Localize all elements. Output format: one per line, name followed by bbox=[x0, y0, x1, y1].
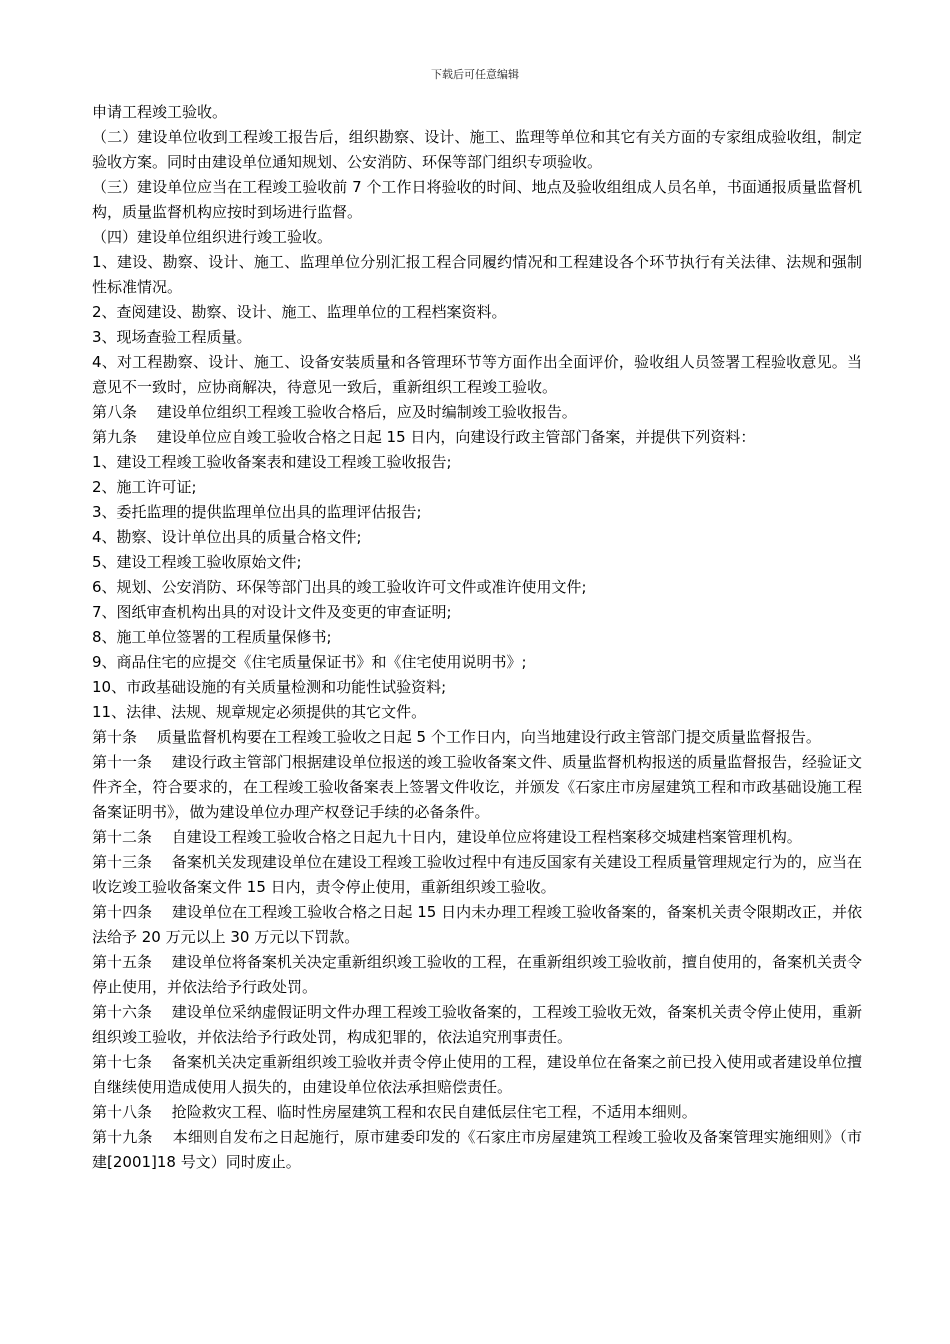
paragraph: 第十一条 建设行政主管部门根据建设单位报送的竣工验收备案文件、质量监督机构报送的质量监督报告，经验证文件齐全，符合要求的，在工程竣工验收备案表上签署文件收讫，并颁发《石家庄市房屋建筑工程和市政基础设施工程备案证明书》，做为建设单位办理产权登记手续的必备条件。 bbox=[92, 753, 862, 821]
paragraph: 第十六条 建设单位采纳虚假证明文件办理工程竣工验收备案的，工程竣工验收无效，备案机关责令停止使用，重新组织竣工验收，并依法给予行政处罚，构成犯罪的，依法追究刑事责任。 bbox=[92, 1003, 862, 1046]
paragraph: （三）建设单位应当在工程竣工验收前 7 个工作日将验收的时间、地点及验收组组成人员名单，书面通报质量监督机构，质量监督机构应按时到场进行监督。 bbox=[92, 178, 862, 221]
paragraph: 4、勘察、设计单位出具的质量合格文件; bbox=[92, 528, 362, 546]
paragraph: 4、对工程勘察、设计、施工、设备安装质量和各管理环节等方面作出全面评价，验收组人员签署工程验收意见。当意见不一致时，应协商解决，待意见一致后，重新组织工程竣工验收。 bbox=[92, 353, 862, 396]
paragraph: 申请工程竣工验收。 bbox=[92, 103, 228, 121]
paragraph: 第十九条 本细则自发布之日起施行，原市建委印发的《石家庄市房屋建筑工程竣工验收及备案管理实施细则》（市建[2001]18 号文）同时废止。 bbox=[92, 1128, 862, 1171]
paragraph: 第八条 建设单位组织工程竣工验收合格后，应及时编制竣工验收报告。 bbox=[92, 403, 577, 421]
paragraph: 5、建设工程竣工验收原始文件; bbox=[92, 553, 302, 571]
paragraph: 第十八条 抢险救灾工程、临时性房屋建筑工程和农民自建低层住宅工程，不适用本细则。 bbox=[92, 1103, 697, 1121]
paragraph: 2、施工许可证; bbox=[92, 478, 197, 496]
page-header: 下载后可任意编辑 bbox=[431, 68, 519, 81]
paragraph: 8、施工单位签署的工程质量保修书; bbox=[92, 628, 332, 646]
paragraph: 6、规划、公安消防、环保等部门出具的竣工验收许可文件或准许使用文件; bbox=[92, 578, 587, 596]
document-body bbox=[92, 100, 862, 1175]
paragraph: 7、图纸审查机构出具的对设计文件及变更的审查证明; bbox=[92, 603, 452, 621]
paragraph: （二）建设单位收到工程竣工报告后，组织勘察、设计、施工、监理等单位和其它有关方面的专家组成验收组，制定验收方案。同时由建设单位通知规划、公安消防、环保等部门组织专项验收。 bbox=[92, 128, 862, 171]
paragraph: 第十二条 自建设工程竣工验收合格之日起九十日内，建设单位应将建设工程档案移交城建档案管理机构。 bbox=[92, 828, 802, 846]
paragraph: 第十五条 建设单位将备案机关决定重新组织竣工验收的工程，在重新组织竣工验收前，擅自使用的，备案机关责令停止使用，并依法给予行政处罚。 bbox=[92, 953, 862, 996]
paragraph: 10、市政基础设施的有关质量检测和功能性试验资料; bbox=[92, 678, 447, 696]
paragraph: 第十三条 备案机关发现建设单位在建设工程竣工验收过程中有违反国家有关建设工程质量管理规定行为的，应当在收讫竣工验收备案文件 15 日内，责令停止使用，重新组织竣工验收。 bbox=[92, 853, 862, 896]
paragraph: 1、建设工程竣工验收备案表和建设工程竣工验收报告; bbox=[92, 453, 452, 471]
paragraph: 3、委托监理的提供监理单位出具的监理评估报告; bbox=[92, 503, 422, 521]
paragraph: 3、现场查验工程质量。 bbox=[92, 328, 252, 346]
paragraph: 11、法律、法规、规章规定必须提供的其它文件。 bbox=[92, 703, 427, 721]
paragraph: 1、建设、勘察、设计、施工、监理单位分别汇报工程合同履约情况和工程建设各个环节执行有关法律、法规和强制性标准情况。 bbox=[92, 253, 862, 296]
paragraph: 2、查阅建设、勘察、设计、施工、监理单位的工程档案资料。 bbox=[92, 303, 507, 321]
paragraph: 第十四条 建设单位在工程竣工验收合格之日起 15 日内未办理工程竣工验收备案的，备案机关责令限期改正，并依法给予 20 万元以上 30 万元以下罚款。 bbox=[92, 903, 862, 946]
paragraph: 第九条 建设单位应自竣工验收合格之日起 15 日内，向建设行政主管部门备案，并提供下列资料： bbox=[92, 428, 756, 446]
paragraph: 第十条 质量监督机构要在工程竣工验收之日起 5 个工作日内，向当地建设行政主管部门提交质量监督报告。 bbox=[92, 728, 821, 746]
paragraph: （四）建设单位组织进行竣工验收。 bbox=[92, 228, 333, 246]
paragraph: 第十七条 备案机关决定重新组织竣工验收并责令停止使用的工程，建设单位在备案之前已投入使用或者建设单位擅自继续使用造成使用人损失的，由建设单位依法承担赔偿责任。 bbox=[92, 1053, 862, 1096]
paragraph: 9、商品住宅的应提交《住宅质量保证书》和《住宅使用说明书》; bbox=[92, 653, 527, 671]
